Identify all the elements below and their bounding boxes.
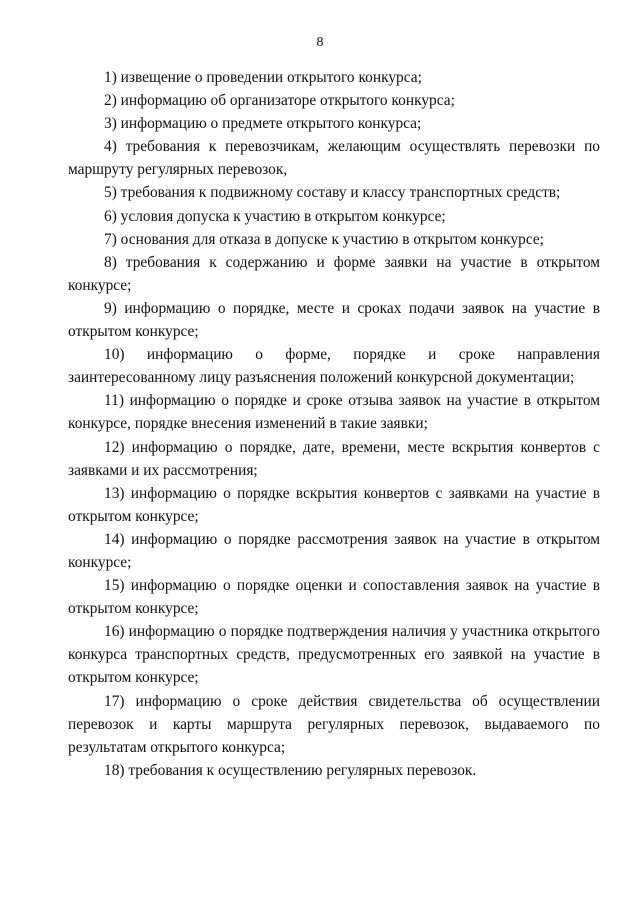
list-item: 13) информацию о порядке вскрытия конвертов с заявками на участие в открытом конкурсе; [68, 484, 600, 525]
list-item: 14) информацию о порядке рассмотрения заявок на участие в открытом конкурсе; [68, 530, 600, 571]
list-item: 7) основания для отказа в допуске к участию в открытом конкурсе; [104, 230, 544, 248]
list-item: 16) информацию о порядке подтверждения наличия у участника открытого конкурса транспортных средств, предусмотренных его заявкой на участие в открытом конкурсе; [68, 623, 600, 687]
list-item: 5) требования к подвижному составу и классу транспортных средств; [104, 184, 561, 202]
list-item: 12) информацию о порядке, дате, времени, месте вскрытия конвертов с заявками и их рассмотрения; [68, 438, 600, 479]
list-item: 1) извещение о проведении открытого конкурса; [104, 69, 422, 86]
list-item: 15) информацию о порядке оценки и сопоставления заявок на участие в открытом конкурсе; [68, 577, 600, 618]
list-item: 4) требования к перевозчикам, желающим осуществлять перевозки по маршруту регулярных перевозок, [68, 138, 600, 179]
page-number: 8 [316, 35, 324, 50]
list-item: 6) условия допуска к участию в открытом конкурсе; [104, 207, 446, 225]
list-item: 3) информацию о предмете открытого конкурса; [104, 115, 422, 133]
list-item: 8) требования к содержанию и форме заявки на участие в открытом конкурсе; [68, 253, 600, 294]
list-item: 17) информацию о сроке действия свидетельства об осуществлении перевозок и карты маршрута регулярных перевозок, выдаваемого по результатам открытого конкурса; [68, 692, 600, 756]
list-item: 11) информацию о порядке и сроке отзыва заявок на участие в открытом конкурсе, порядке внесения изменений в такие заявки; [68, 392, 600, 433]
list-item: 18) требования к осуществлению регулярных перевозок. [104, 761, 477, 779]
document-body [68, 66, 600, 782]
list-item: 10) информацию о форме, порядке и сроке направления заинтересованному лицу разъяснения положений конкурсной документации; [68, 346, 600, 387]
list-item: 9) информацию о порядке, месте и сроках подачи заявок на участие в открытом конкурсе; [68, 299, 600, 341]
list-item: 2) информацию об организаторе открытого конкурса; [104, 92, 455, 110]
